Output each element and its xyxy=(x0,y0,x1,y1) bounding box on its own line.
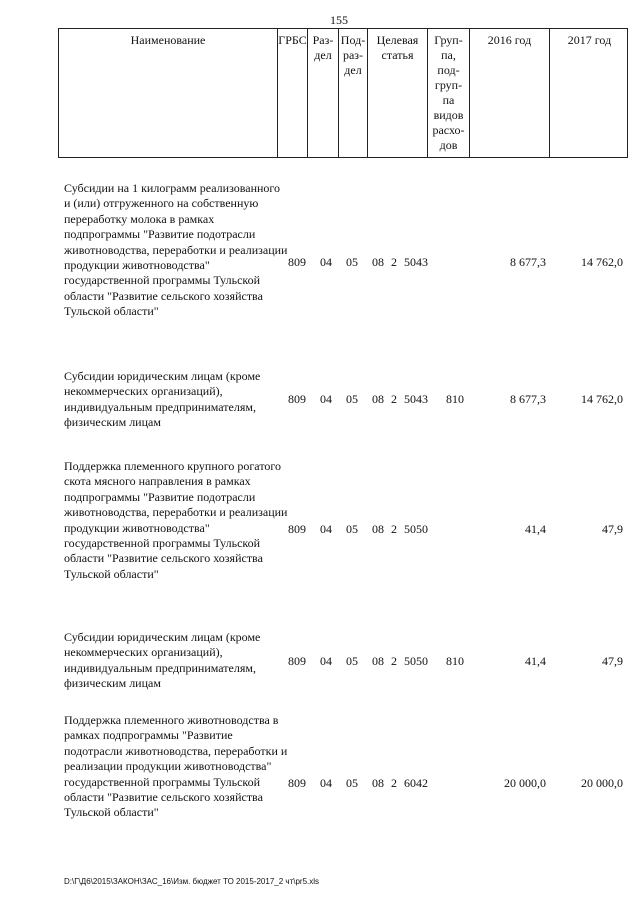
header-2016: 2016 год xyxy=(469,29,549,157)
header-podrazdel: Под- раз- дел xyxy=(338,29,367,157)
row-2017: 14 762,0 xyxy=(581,392,623,406)
row-2016: 8 677,3 xyxy=(510,392,546,406)
row-grbs: 809 xyxy=(288,654,306,668)
row-grbs: 809 xyxy=(288,392,306,406)
row-grbs: 809 xyxy=(288,255,306,269)
row-rz: 04 xyxy=(320,522,332,536)
row-cs: 08 2 5050 xyxy=(372,522,428,536)
row-cs: 08 2 5050 xyxy=(372,654,428,668)
row-grbs: 809 xyxy=(288,776,306,790)
row-name: Субсидии юридическим лицам (кроме некоммерческих организаций), индивидуальным предпринимателям, физическим лицам xyxy=(64,630,261,691)
table-header xyxy=(58,28,628,158)
row-pr: 05 xyxy=(346,255,358,269)
file-path-footer: D:\Г\Д6\2015\ЗАКОН\ЗАС_16\Изм. бюджет ТО 2015-2017_2 чт\pr5.xls xyxy=(64,877,320,886)
row-2017: 47,9 xyxy=(602,522,623,536)
row-grbs: 809 xyxy=(288,522,306,536)
page-number: 155 xyxy=(330,13,348,27)
row-rz: 04 xyxy=(320,654,332,668)
row-2017: 47,9 xyxy=(602,654,623,668)
header-grbs: ГРБС xyxy=(277,29,307,157)
row-2016: 41,4 xyxy=(525,522,546,536)
row-cs: 08 2 6042 xyxy=(372,776,428,790)
header-target: Целевая статья xyxy=(367,29,427,157)
row-2016: 20 000,0 xyxy=(504,776,546,790)
header-group: Груп- па, под- груп- па видов расхо- дов xyxy=(427,29,469,157)
row-rz: 04 xyxy=(320,255,332,269)
row-name: Поддержка племенного животноводства в рамках подпрограммы "Развитие подотрасли животноводства, переработки и реализации продукции животноводства" государственной программы Тульской области "Развитие сельского хозяйства Тульской области" xyxy=(64,713,288,820)
row-2016: 8 677,3 xyxy=(510,255,546,269)
row-cs: 08 2 5043 xyxy=(372,392,428,406)
row-pr: 05 xyxy=(346,392,358,406)
row-name: Субсидии юридическим лицам (кроме некоммерческих организаций), индивидуальным предпринимателям, физическим лицам xyxy=(64,369,261,430)
row-name: Субсидии на 1 килограмм реализованного и (или) отгруженного на собственную переработку молока в рамках подпрограммы "Развитие подотрасли животноводства, переработки и реализации продукции животноводства" государственной программы Тульской области "Развитие сельского хозяйства Тульской области" xyxy=(64,181,288,319)
row-vr: 810 xyxy=(446,392,464,406)
row-name: Поддержка племенного крупного рогатого скота мясного направления в рамках подпрограммы "Развитие подотрасли животноводства, переработки и реализации продукции животноводства" государственной программы Тульской области "Развитие сельского хозяйства Тульской области" xyxy=(64,459,288,581)
row-2017: 20 000,0 xyxy=(581,776,623,790)
row-rz: 04 xyxy=(320,776,332,790)
row-pr: 05 xyxy=(346,522,358,536)
row-vr: 810 xyxy=(446,654,464,668)
header-name: Наименование xyxy=(130,33,206,47)
row-2016: 41,4 xyxy=(525,654,546,668)
row-rz: 04 xyxy=(320,392,332,406)
row-2017: 14 762,0 xyxy=(581,255,623,269)
header-2017: 2017 год xyxy=(549,29,629,157)
row-pr: 05 xyxy=(346,654,358,668)
row-pr: 05 xyxy=(346,776,358,790)
row-cs: 08 2 5043 xyxy=(372,255,428,269)
header-razdel: Раз- дел xyxy=(307,29,338,157)
